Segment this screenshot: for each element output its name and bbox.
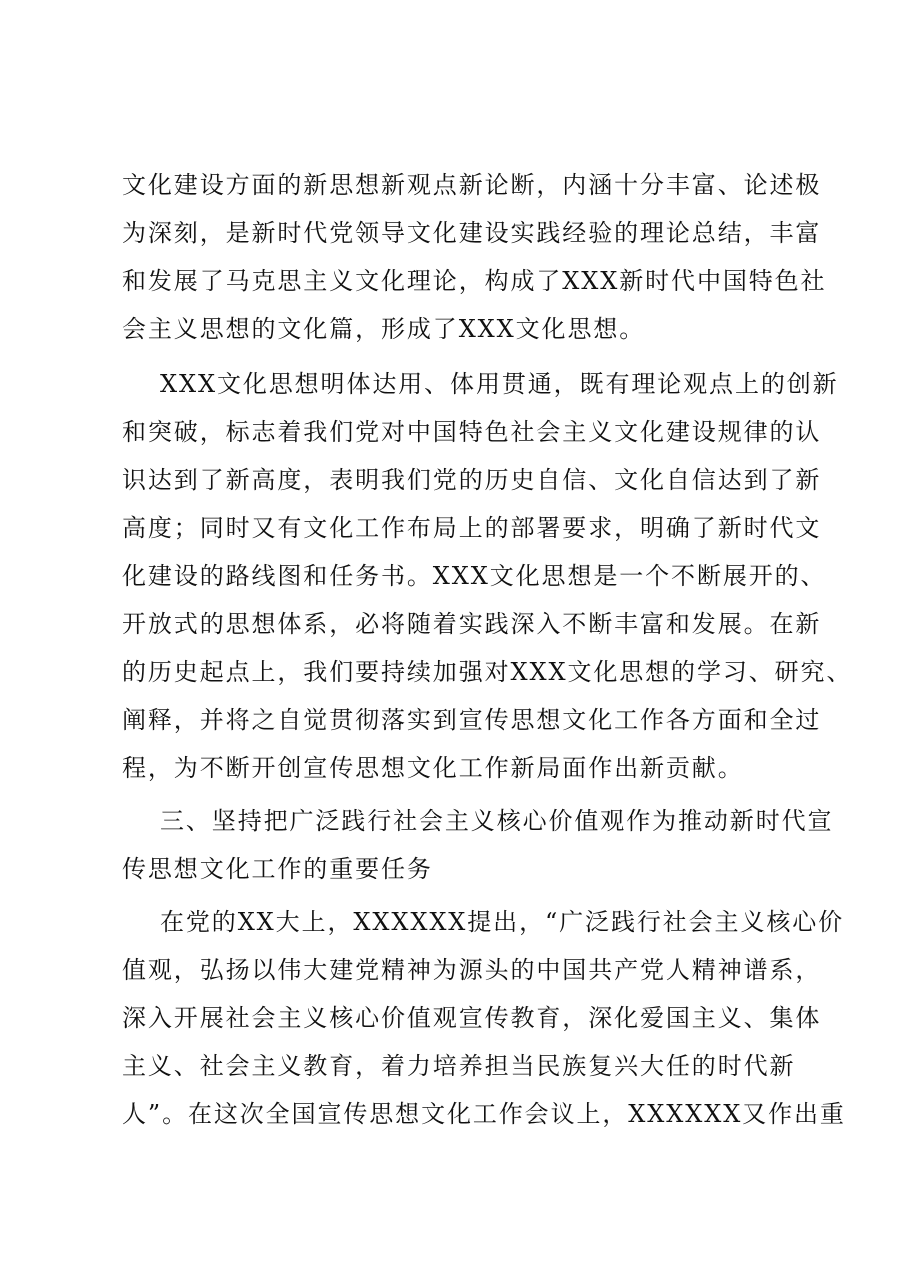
section-heading-line: 传思想文化工作的重要任务 bbox=[122, 855, 433, 883]
paragraph-line: 文化建设方面的新思想新观点新论断，内涵十分丰富、论述极 bbox=[122, 171, 822, 199]
paragraph-line: 化建设的路线图和任务书。XXX文化思想是一个不断展开的、 bbox=[122, 562, 827, 590]
paragraph-line: XXX文化思想明体达用、体用贯通，既有理论观点上的创新 bbox=[160, 370, 839, 398]
paragraph-line: 为深刻，是新时代党领导文化建设实践经验的理论总结，丰富 bbox=[122, 219, 822, 247]
paragraph-line: 和发展了马克思主义文化理论，构成了XXX新时代中国特色社 bbox=[122, 267, 827, 295]
paragraph-line: 在党的XX大上，XXXXXX提出，“广泛践行社会主义核心价 bbox=[160, 908, 845, 936]
paragraph-line: 会主义思想的文化篇，形成了XXX文化思想。 bbox=[122, 315, 646, 343]
section-heading-line: 三、坚持把广泛践行社会主义核心价值观作为推动新时代宣 bbox=[160, 807, 834, 835]
paragraph-line: 主义、社会主义教育，着力培养担当民族复兴大任的时代新 bbox=[122, 1052, 796, 1080]
paragraph-line: 开放式的思想体系，必将随着实践深入不断丰富和发展。在新 bbox=[122, 610, 822, 638]
paragraph-line: 识达到了新高度，表明我们党的历史自信、文化自信达到了新 bbox=[122, 466, 822, 494]
paragraph-line: 和突破，标志着我们党对中国特色社会主义文化建设规律的认 bbox=[122, 418, 822, 446]
paragraph-line: 值观，弘扬以伟大建党精神为源头的中国共产党人精神谱系， bbox=[122, 956, 822, 984]
paragraph-line: 人”。在这次全国宣传思想文化工作会议上，XXXXXX又作出重 bbox=[122, 1100, 846, 1128]
paragraph-line: 阐释，并将之自觉贯彻落实到宣传思想文化工作各方面和全过 bbox=[122, 706, 822, 734]
paragraph-line: 深入开展社会主义核心价值观宣传教育，深化爱国主义、集体 bbox=[122, 1004, 822, 1032]
paragraph-line: 程，为不断开创宣传思想文化工作新局面作出新贡献。 bbox=[122, 754, 744, 782]
paragraph-line: 高度；同时又有文化工作布局上的部署要求，明确了新时代文 bbox=[122, 514, 822, 542]
paragraph-line: 的历史起点上，我们要持续加强对XXX文化思想的学习、研究、 bbox=[122, 658, 853, 686]
